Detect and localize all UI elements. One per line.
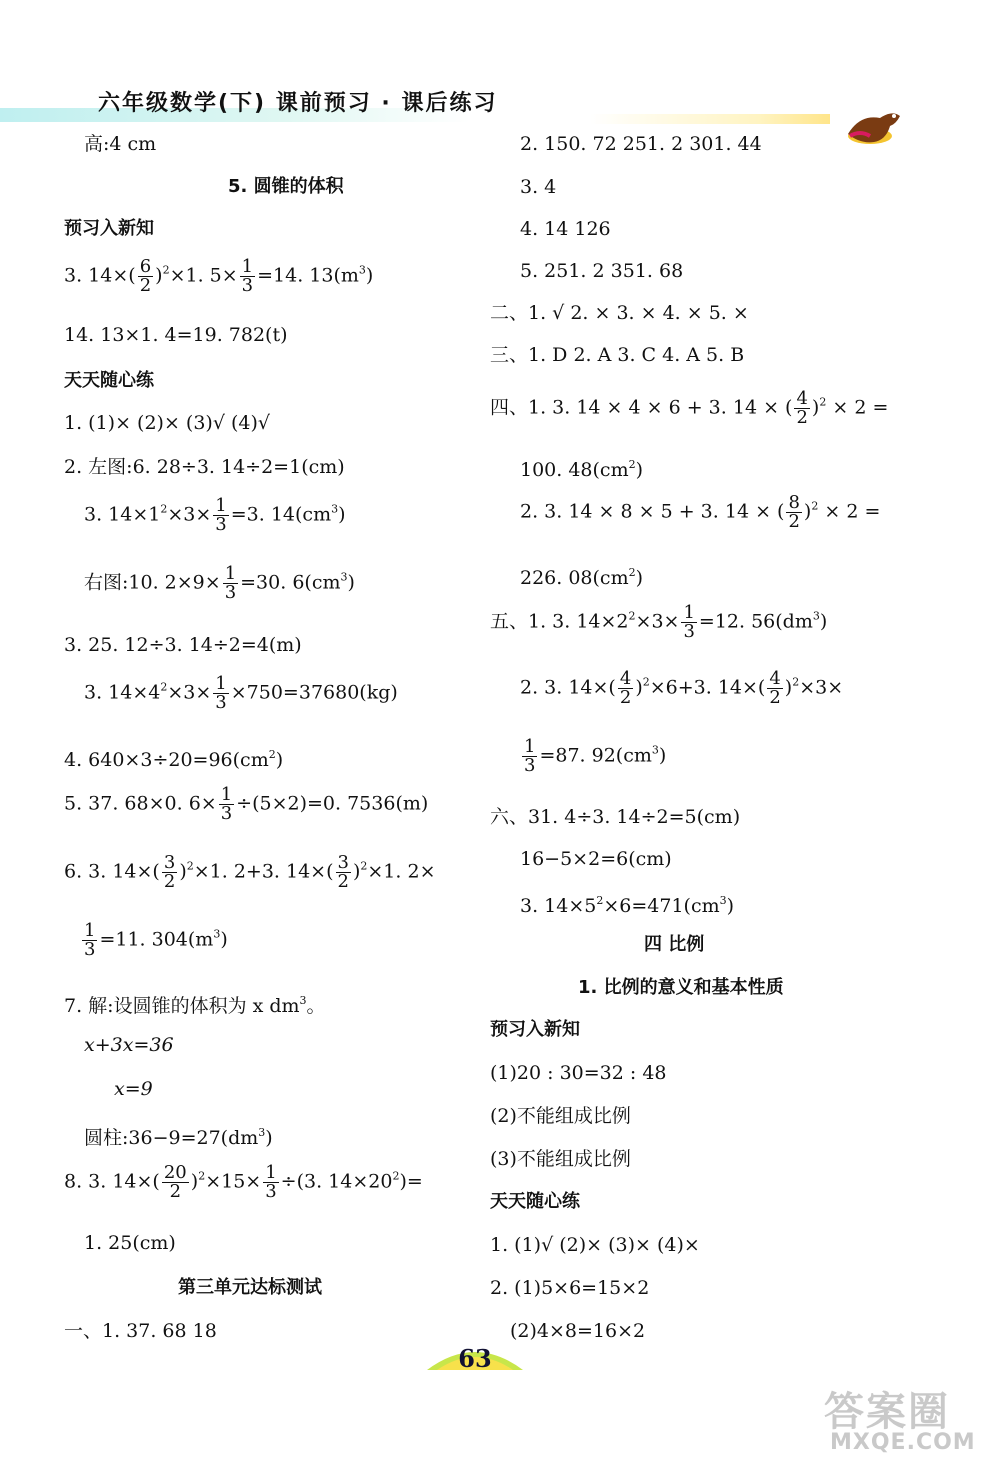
header-title: 六年级数学(下) 课前预习 · 课后练习: [98, 91, 498, 116]
answer-line: (1)20 : 30=32 : 48: [490, 1062, 667, 1084]
answer-line: 3. 14×( $\frac{6}{2}$ )$^2$×1. 5× $\frac{1}{3}$ =14. $13(m^3)$: [64, 256, 374, 296]
answer-line: 16−5×2=6(cm): [520, 848, 672, 870]
subsection-heading: 天天随心练: [490, 1191, 580, 1212]
answer-line: 1. (1)× (2)× (3)√ (4)√: [64, 412, 270, 434]
answer-line: 2. 150. 72 251. 2 301. 44: [520, 133, 762, 155]
answer-line: (2)不能组成比例: [490, 1105, 631, 1127]
answer-line: 六、31. 4÷3. 14÷2=5(cm): [490, 806, 741, 828]
answer-line: $\frac{1}{3}$ =11. $304(m^3)$: [84, 920, 228, 960]
answer-line: 7. 解:设圆锥的体积为 x $dm^3$。: [64, 994, 326, 1017]
section-heading: 5. 圆锥的体积: [228, 176, 344, 197]
answer-line: 4. 14 126: [520, 218, 611, 240]
answer-line: 3. $14\times 1^2\times 3\times$ $\frac{1}{3}$ =3. $14(cm^3)$: [84, 495, 346, 535]
watermark-logo: 答案圈: [824, 1389, 950, 1435]
answer-line: 1. 25(cm): [84, 1232, 176, 1254]
answer-line: 3. $14\times 5^2\times 6=471(cm^3)$: [520, 894, 735, 917]
answer-line: 2. 3. 14 × 8 × 5 + 3. 14 × ( $\frac{8}{2}$ )$^2$ × 2 =: [520, 492, 881, 532]
chapter-heading: 四 比例: [644, 934, 705, 955]
answer-line: 5. 37. 68×0. 6× $\frac{1}{3}$ ÷(5×2)=0. 7536(m): [64, 784, 429, 824]
subsection-heading: 天天随心练: [64, 370, 154, 391]
answer-line: 五、1. 3. $14\times 2^2\times 3\times$ $\frac{1}{3}$ =12. $56(dm^3)$: [490, 602, 828, 642]
answer-line: 三、1. D 2. A 3. C 4. A 5. B: [490, 344, 745, 366]
page-number-badge: [423, 1340, 527, 1376]
answer-line: 3. $14\times 4^2\times 3\times$ $\frac{1}{3}$ ×750=37680(kg): [84, 673, 398, 713]
answer-line: 100. $48(cm^2)$: [520, 458, 644, 481]
section-heading: 1. 比例的意义和基本性质: [578, 977, 784, 998]
answer-line: 高:4 cm: [84, 133, 157, 155]
answer-line: $\frac{1}{3}$ =87. $92(cm^3)$: [524, 736, 667, 776]
answer-line: (3)不能组成比例: [490, 1148, 631, 1170]
answer-line: 2. 左图:6. 28÷3. 14÷2=1(cm): [64, 456, 345, 478]
watermark: [820, 1380, 980, 1460]
header-decor-bar-right: [590, 114, 830, 124]
answer-line: 右图:10. 2×9× $\frac{1}{3}$ =30. $6(cm^3)$: [84, 563, 355, 603]
answer-line: 圆柱$:36-9=27(dm^3)$: [84, 1126, 273, 1149]
answer-line: 14. 13×1. 4=19. 782(t): [64, 324, 288, 346]
subsection-heading: 预习入新知: [64, 218, 154, 239]
page-number: 63: [458, 1344, 492, 1373]
answer-line: 5. 251. 2 351. 68: [520, 260, 684, 282]
answer-line: 8. 3. 14×( $\frac{20}{2}$ )$^2$×15× $\frac{1}{3}$ ÷(3. $14\times 20^2)=$: [64, 1162, 423, 1202]
answer-line: 一、1. 37. 68 18: [64, 1320, 217, 1342]
section-heading: 第三单元达标测试: [178, 1277, 322, 1298]
answer-line: 2. (1)5×6=15×2: [490, 1277, 650, 1299]
answer-line: x=9: [114, 1078, 153, 1100]
answer-line: x+3x=36: [84, 1034, 174, 1056]
answer-line: 1. (1)√ (2)× (3)× (4)×: [490, 1234, 700, 1256]
answer-line: 3. 4: [520, 176, 557, 198]
subsection-heading: 预习入新知: [490, 1019, 580, 1040]
answer-line: 226. $08(cm^2)$: [520, 566, 644, 589]
answer-line: 四、1. 3. 14 × 4 × 6 + 3. 14 × ( $\frac{4}{2}$ )$^2$ × 2 =: [490, 388, 889, 428]
answer-line: 6. 3. 14×( $\frac{3}{2}$ )$^2$×1. 2+3. 14×( $\frac{3}{2}$ )$^2$×1. 2×: [64, 852, 436, 892]
answer-line: 3. 25. 12÷3. 14÷2=4(m): [64, 634, 302, 656]
answer-line: (2)4×8=16×2: [510, 1320, 646, 1342]
answer-line: 4. $640\times 3\div 20=96(cm^2)$: [64, 748, 284, 771]
watermark-url: MXQE.COM: [830, 1430, 976, 1455]
answer-line: 2. 3. 14×( $\frac{4}{2}$ )$^2$×6+3. 14×( $\frac{4}{2}$ )$^2$×3×: [520, 668, 844, 708]
horse-logo-icon: [830, 96, 910, 156]
answer-line: 二、1. √ 2. × 3. × 4. × 5. ×: [490, 302, 749, 324]
